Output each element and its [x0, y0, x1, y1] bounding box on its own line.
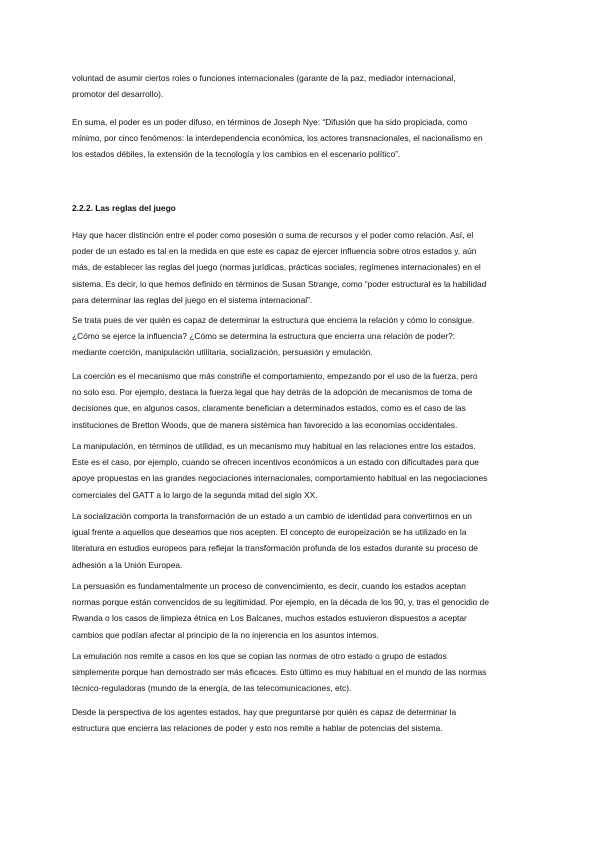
paragraph-manipulacion: La manipulación, en términos de utilidad, es un mecanismo muy habitual en las relaciones entre los estados. Este es el caso, por ejemplo, cuando se ofrecen incentivos económicos a un estado con dificultades para que apoye propuestas en las grandes negociaciones internacionales, comportamiento habitual en las negociaciones comerciales del GATT a lo largo de la segunda mitad del siglo XX.	[72, 441, 488, 500]
paragraph-roles: voluntad de asumir ciertos roles o funciones internacionales (garante de la paz, mediador internacional, promotor del desarrollo).	[72, 73, 456, 100]
paragraph-persuasion: La persuasión es fundamentalmente un proceso de convencimiento, es decir, cuando los estados aceptan normas porque están convencidos de su legitimidad. Por ejemplo, en la década de los 90, y, tras el genocidio de Rwanda o los casos de limpieza étnica en Los Balcanes, muchos estados estuvieron dispuestos a aceptar cambios que podían afectar al principio de la no injerencia en los asuntos internos.	[72, 581, 489, 640]
paragraph-perspectiva-agentes: Desde la perspectiva de los agentes estados, hay que preguntarse por quién es capaz de determinar la estructura que encierra las relaciones de poder y esto nos remite a hablar de potencias del sistema.	[72, 707, 457, 734]
paragraph-estructura: Se trata pues de ver quién es capaz de determinar la estructura que encierra la relación y cómo lo consigue. ¿Cómo se ejerce la influencia? ¿Cómo se determina la estructura que encierra una relación de poder?: mediante coerción, manipulación utilitaria, socialización, persuasión y emulación.	[72, 315, 475, 358]
section-heading: 2.2.2. Las reglas del juego	[72, 203, 176, 213]
paragraph-emulacion: La emulación nos remite a casos en los que se copian las normas de otro estado o grupo de estados simplemente porque han demostrado ser más eficaces. Esto último es muy habitual en el mundo de las normas técnico-reguladoras (mundo de la energía, de las telecomunicaciones, etc).	[72, 651, 487, 694]
paragraph-socializacion: La socialización comporta la transformación de un estado a un cambio de identidad para convertirnos en un igual frente a aquellos que deseamos que nos acepten. El concepto de europeización se ha utilizado en la literatura en estudios europeos para reflejar la transformación profunda de los estados durante su proceso de adhesión a la Unión Europea.	[72, 511, 478, 570]
paragraph-coercion: La coerción es el mecanismo que más constriñe el comportamiento, empezando por el uso de la fuerza, pero no solo eso. Por ejemplo, destaca la fuerza legal que hay detrás de la adopción de mecanismos de toma de decisiones que, en algunos casos, claramente benefician a determinados estados, como es el caso de las instituciones de Bretton Woods, que de manera sistémica han favorecido a las economías occidentales.	[72, 371, 478, 430]
paragraph-distincion-poder: Hay que hacer distinción entre el poder como posesión o suma de recursos y el poder como relación. Así, el poder de un estado es tal en la medida en que este es capaz de ejercer influencia sobre otros estados y, aún más, de establecer las reglas del juego (normas jurídicas, prácticas sociales, regímenes internacionales) en el sistema. Es decir, lo que hemos definido en términos de Susan Strange, como “poder estructural es la habilidad para determinar las reglas del juego en el sistema internacional”.	[72, 230, 487, 305]
paragraph-poder-difuso: En suma, el poder es un poder difuso, en términos de Joseph Nye: “Difusión que ha sido propiciada, como mínimo, por cinco fenómenos: la interdependencia económica, los actores transnacionales, el nacionalismo en los estados débiles, la extensión de la tecnología y los cambios en el escenario político”.	[72, 117, 483, 160]
